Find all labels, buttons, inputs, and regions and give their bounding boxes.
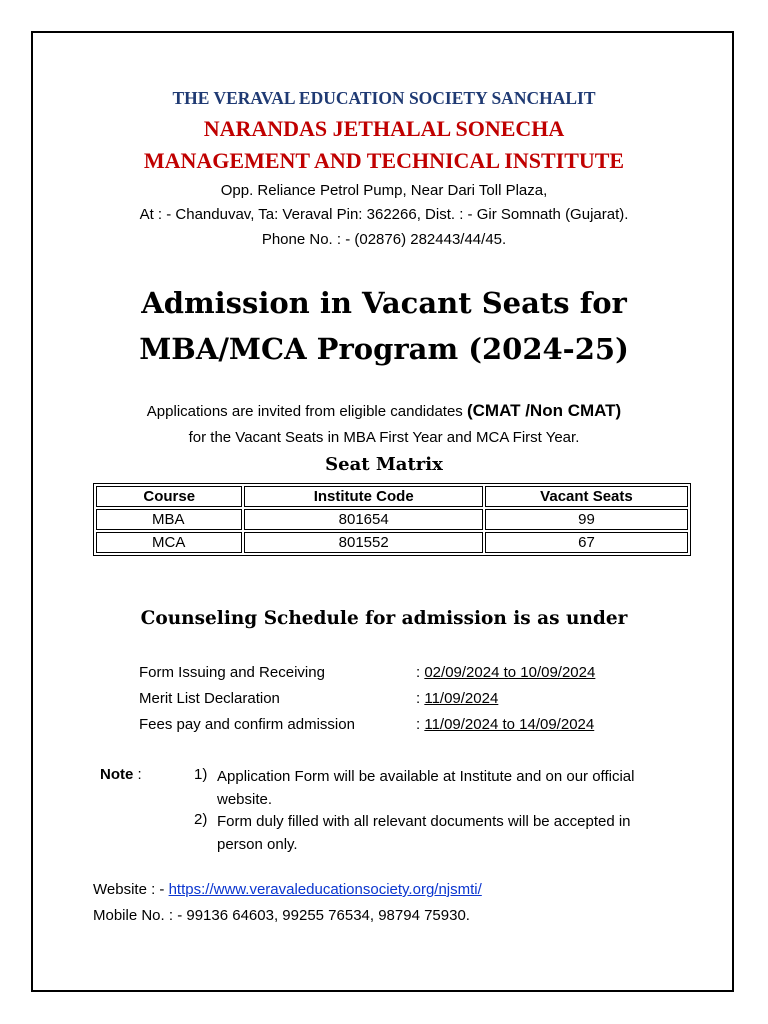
schedule-label: Merit List Declaration <box>139 690 280 707</box>
intro-line2: for the Vacant Seats in MBA First Year and MCA First Year. <box>188 429 580 446</box>
schedule-date: 11/09/2024 to 14/09/2024 <box>424 716 595 733</box>
note-text: Application Form will be available at Institute and on our official website. <box>217 768 635 808</box>
intro-text: Applications are invited from eligible candidates <box>146 403 467 420</box>
address-line1: Opp. Reliance Petrol Pump, Near Dari Toll Plaza, <box>220 182 548 199</box>
intro-line1 <box>0 401 768 421</box>
schedule-label: Form Issuing and Receiving <box>139 664 325 681</box>
table-cell: MBA <box>96 509 242 530</box>
phone-number: Phone No. : - (02876) 282443/44/45. <box>261 231 507 248</box>
column-header: Institute Code <box>244 486 482 507</box>
column-header: Course <box>96 486 242 507</box>
note-number: 1) <box>194 766 208 783</box>
table-cell: 99 <box>485 509 688 530</box>
table-cell: 801552 <box>244 532 482 553</box>
note-label: Note : <box>100 766 142 783</box>
website-label: Website : - <box>93 881 169 898</box>
schedule-title: Counseling Schedule for admission is as under <box>140 608 628 629</box>
headline-line2: MBA/MCA Program (2024-25) <box>139 332 629 366</box>
schedule-date: 02/09/2024 to 10/09/2024 <box>424 664 596 681</box>
table-cell: 67 <box>485 532 688 553</box>
table-cell: MCA <box>96 532 242 553</box>
schedule-separator: : <box>416 716 425 733</box>
website-link[interactable]: https://www.veravaleducationsociety.org/njsmti/ <box>168 881 482 898</box>
schedule-date: 11/09/2024 <box>424 690 499 707</box>
institute-name-line2: MANAGEMENT AND TECHNICAL INSTITUTE <box>143 148 625 173</box>
address-line2: At : - Chanduvav, Ta: Veraval Pin: 362266, Dist. : - Gir Somnath (Gujarat). <box>139 206 629 223</box>
headline-line1: Admission in Vacant Seats for <box>141 286 627 320</box>
seat-matrix-table <box>93 483 691 556</box>
column-header: Vacant Seats <box>485 486 688 507</box>
note-text: Form duly filled with all relevant documents will be accepted in person only. <box>217 813 631 853</box>
institute-name-line1: NARANDAS JETHALAL SONECHA <box>203 116 565 141</box>
intro-emphasis: (CMAT /Non CMAT) <box>466 401 622 420</box>
seat-matrix-title: Seat Matrix <box>325 454 443 475</box>
website-line <box>93 881 482 898</box>
table-row <box>96 509 688 530</box>
society-name: THE VERAVAL EDUCATION SOCIETY SANCHALIT <box>172 88 596 108</box>
table-row <box>96 532 688 553</box>
table-header-row <box>96 486 688 507</box>
mobile-numbers: Mobile No. : - 99136 64603, 99255 76534, 98794 75930. <box>93 907 470 924</box>
table-cell: 801654 <box>244 509 482 530</box>
schedule-label: Fees pay and confirm admission <box>139 716 355 733</box>
note-number: 2) <box>194 811 208 828</box>
schedule-separator: : <box>416 690 425 707</box>
schedule-separator: : <box>416 664 425 681</box>
